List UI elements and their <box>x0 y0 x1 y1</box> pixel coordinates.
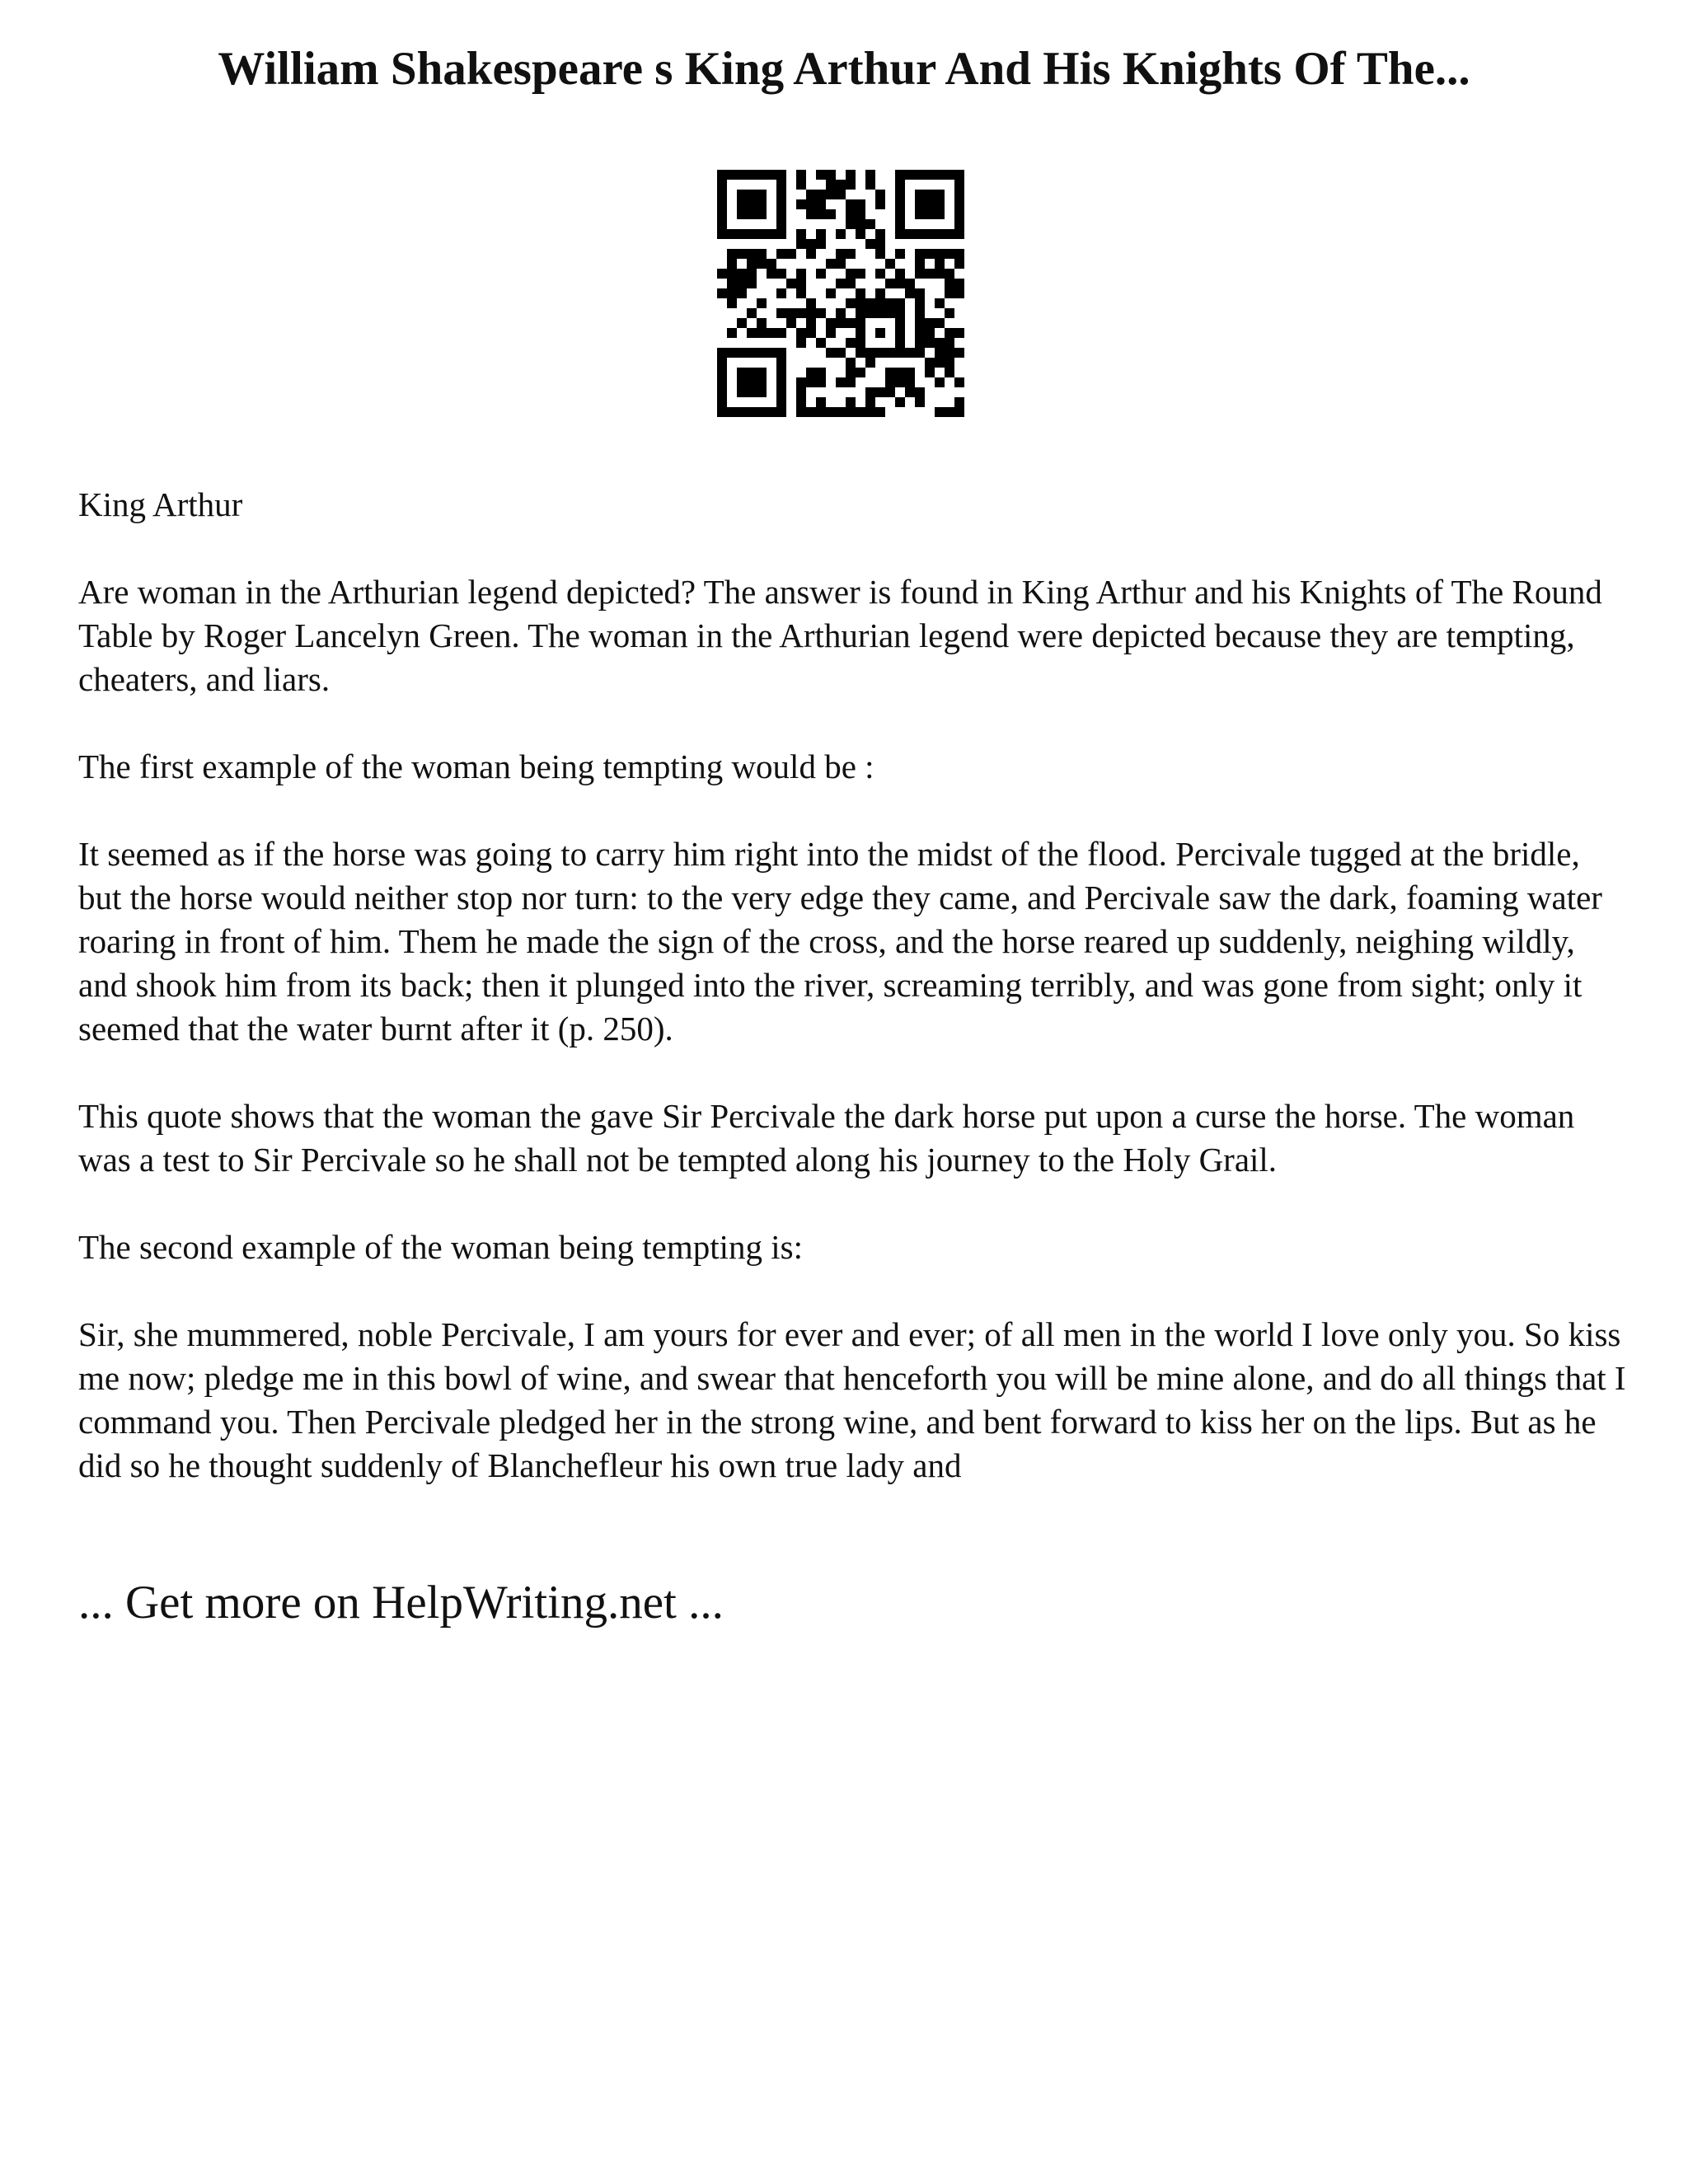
document-title: William Shakespeare s King Arthur And His Knights Of The... <box>218 43 1470 95</box>
second-example-lead: The second example of the woman being tempting is: <box>78 1228 803 1266</box>
first-example-lead: The first example of the woman being tempting would be : <box>78 748 874 785</box>
first-quote-paragraph: It seemed as if the horse was going to carry him right into the midst of the flood. Percivale tugged at the bridle, but the horse would neither stop nor turn: to the very edge they came, and Percivale saw the dark, foaming water roaring in front of him. Them he made the sign of the cross, and the horse reared up suddenly, neighing wildly, and shook him from its back; then it plunged into the river, screaming terribly, and was gone from sight; only it seemed that the water burnt after it (p. 250). <box>78 835 1602 1047</box>
get-more-link[interactable]: ... Get more on HelpWriting.net ... <box>78 1577 724 1629</box>
analysis-paragraph: This quote shows that the woman the gave Sir Percivale the dark horse put upon a curse the horse. The woman was a test to Sir Percivale so he shall not be tempted along his journey to the Holy Grail. <box>78 1097 1575 1179</box>
document-body <box>78 483 1628 1488</box>
second-quote-paragraph: Sir, she mummered, noble Percivale, I am yours for ever and ever; of all men in the world I love only you. So kiss me now; pledge me in this bowl of wine, and swear that henceforth you will be mine alone, and do all things that I command you. Then Percivale pledged her in the strong wine, and bent forward to kiss her on the lips. But as he did so he thought suddenly of Blanchefleur his own true lady and <box>78 1315 1626 1484</box>
section-heading: King Arthur <box>78 485 243 523</box>
qr-code-icon <box>717 170 964 417</box>
qr-code-graphic <box>717 170 964 417</box>
intro-paragraph: Are woman in the Arthurian legend depicted? The answer is found in King Arthur and his Knights of The Round Table by Roger Lancelyn Green. The woman in the Arthurian legend were depicted because they are tempting, cheaters, and liars. <box>78 573 1602 698</box>
